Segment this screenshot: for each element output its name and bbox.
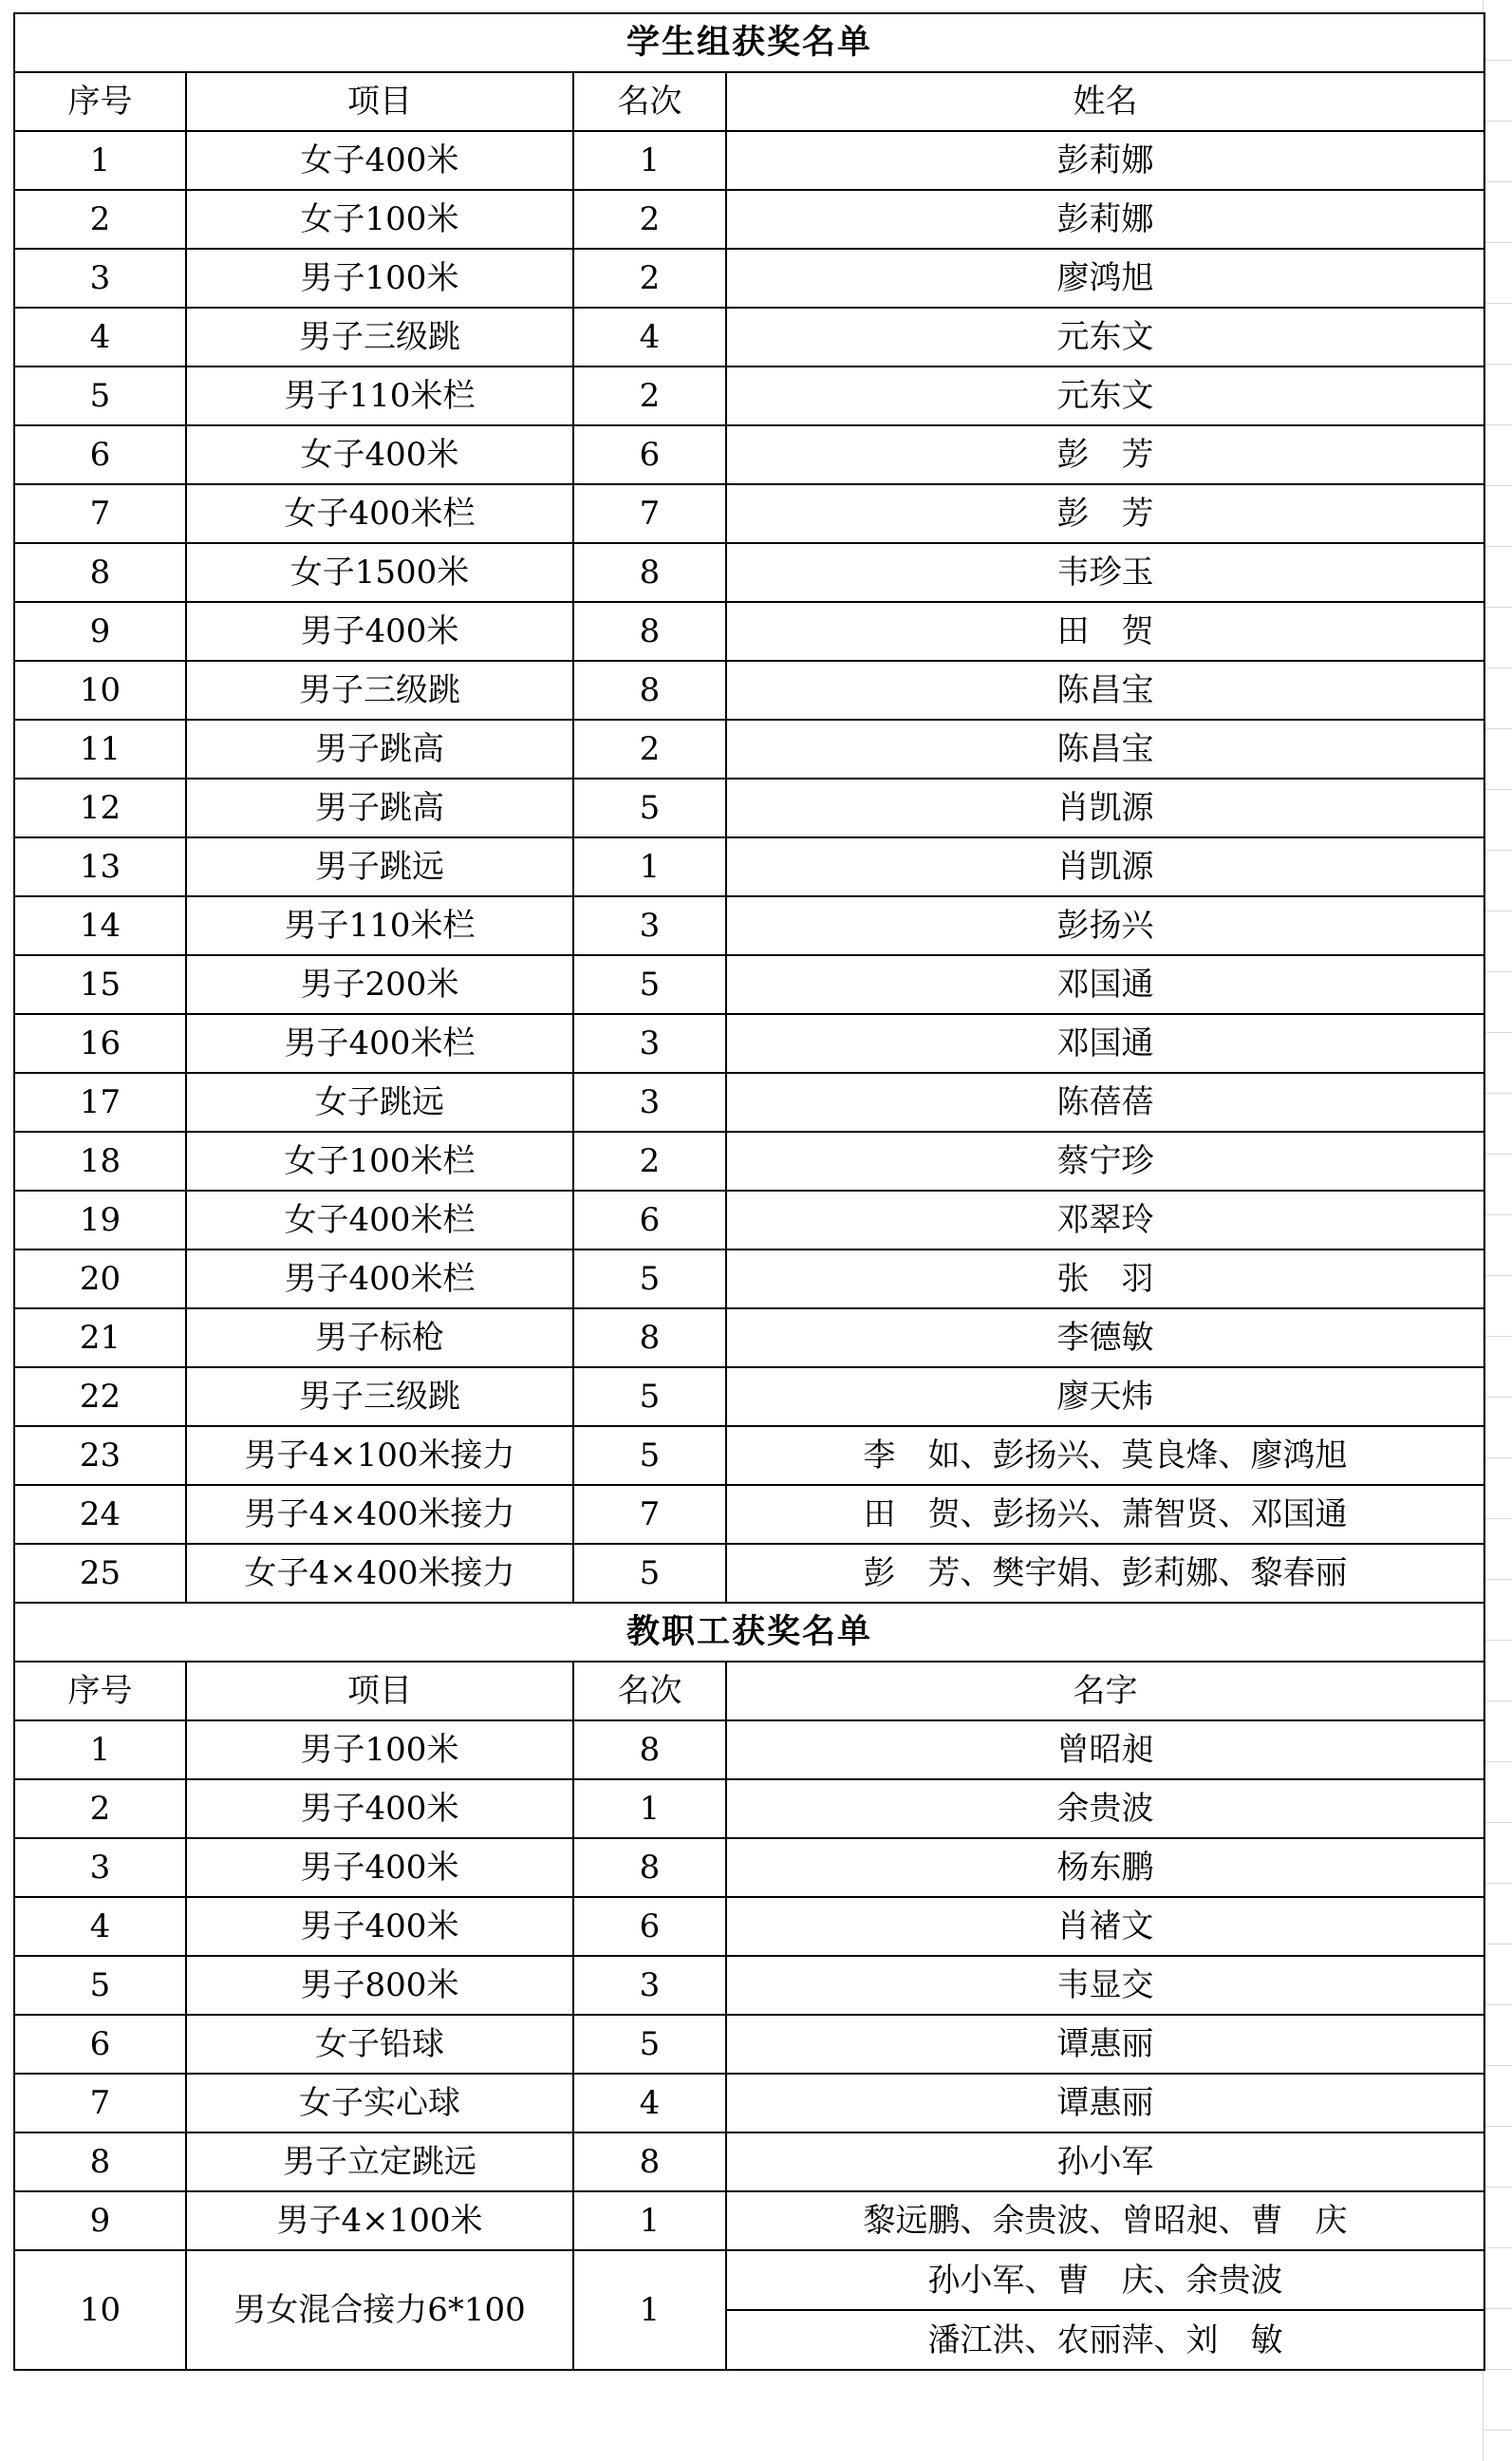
cell-rank: 2 <box>573 1132 726 1191</box>
cell-event: 女子400米 <box>186 425 573 484</box>
cell-name: 蔡宁珍 <box>726 1132 1484 1191</box>
cell-rank: 5 <box>573 955 726 1014</box>
cell-event: 女子100米 <box>186 190 573 249</box>
cell-rank: 8 <box>573 602 726 661</box>
cell-name: 肖禇文 <box>726 1897 1484 1956</box>
cell-name: 彭 芳 <box>726 484 1484 543</box>
cell-name: 彭 芳、樊宇娟、彭莉娜、黎春丽 <box>726 1544 1484 1603</box>
cell-name: 陈昌宝 <box>726 661 1484 720</box>
staff-table-row <box>14 2074 1484 2132</box>
staff-table-row <box>14 1720 1484 1779</box>
cell-seq: 1 <box>14 131 186 190</box>
cell-seq: 24 <box>14 1485 186 1544</box>
column-header-event: 项目 <box>186 72 573 131</box>
column-header-event: 项目 <box>186 1662 573 1720</box>
cell-event: 男子400米 <box>186 602 573 661</box>
staff-table-row <box>14 2015 1484 2074</box>
cell-name: 彭 芳 <box>726 425 1484 484</box>
cell-seq: 11 <box>14 720 186 779</box>
student-table-row <box>14 1485 1484 1544</box>
cell-rank: 6 <box>573 1897 726 1956</box>
cell-event: 男女混合接力6*100 <box>186 2250 573 2370</box>
cell-seq: 22 <box>14 1367 186 1426</box>
cell-event: 女子铅球 <box>186 2015 573 2074</box>
cell-rank: 4 <box>573 308 726 366</box>
cell-rank: 3 <box>573 1073 726 1132</box>
cell-name: 廖鸿旭 <box>726 249 1484 308</box>
cell-seq: 7 <box>14 484 186 543</box>
cell-rank: 4 <box>573 2074 726 2132</box>
student-table-row <box>14 249 1484 308</box>
cell-rank: 5 <box>573 779 726 837</box>
cell-rank: 5 <box>573 1544 726 1603</box>
cell-seq: 9 <box>14 2191 186 2250</box>
student-table-row <box>14 720 1484 779</box>
cell-event: 男子4×100米接力 <box>186 1426 573 1485</box>
cell-rank: 5 <box>573 1249 726 1308</box>
cell-name: 田 贺 <box>726 602 1484 661</box>
cell-name: 彭莉娜 <box>726 190 1484 249</box>
staff-table-row-last <box>14 2250 1484 2310</box>
column-header-seq: 序号 <box>14 1662 186 1720</box>
cell-rank: 8 <box>573 1308 726 1367</box>
cell-event: 男子跳高 <box>186 720 573 779</box>
cell-seq: 6 <box>14 2015 186 2074</box>
cell-event: 男子200米 <box>186 955 573 1014</box>
cell-seq: 14 <box>14 896 186 955</box>
cell-seq: 18 <box>14 1132 186 1191</box>
cell-event: 男子立定跳远 <box>186 2132 573 2191</box>
spreadsheet-gridlines <box>1483 0 1512 2461</box>
cell-rank: 6 <box>573 425 726 484</box>
cell-event: 男子跳远 <box>186 837 573 896</box>
cell-event: 男子400米栏 <box>186 1014 573 1073</box>
student-table-row <box>14 1249 1484 1308</box>
student-table-row <box>14 896 1484 955</box>
cell-name: 元东文 <box>726 308 1484 366</box>
staff-table-row <box>14 1779 1484 1838</box>
student-table-row <box>14 602 1484 661</box>
cell-rank: 2 <box>573 190 726 249</box>
awards-table-body <box>14 13 1484 2370</box>
staff-table-row <box>14 1838 1484 1897</box>
cell-event: 女子1500米 <box>186 543 573 602</box>
student-header-row <box>14 72 1484 131</box>
cell-event: 男子100米 <box>186 249 573 308</box>
cell-event: 男子4×100米 <box>186 2191 573 2250</box>
student-table-row <box>14 837 1484 896</box>
cell-name: 肖凯源 <box>726 779 1484 837</box>
cell-seq: 4 <box>14 308 186 366</box>
cell-event: 女子400米栏 <box>186 484 573 543</box>
cell-event: 女子100米栏 <box>186 1132 573 1191</box>
cell-seq: 23 <box>14 1426 186 1485</box>
column-header-rank: 名次 <box>573 1662 726 1720</box>
cell-event: 女子400米栏 <box>186 1191 573 1249</box>
cell-name: 彭扬兴 <box>726 896 1484 955</box>
cell-seq: 2 <box>14 190 186 249</box>
staff-header-row <box>14 1662 1484 1720</box>
cell-name: 韦珍玉 <box>726 543 1484 602</box>
cell-name: 孙小军 <box>726 2132 1484 2191</box>
cell-event: 男子400米 <box>186 1897 573 1956</box>
student-table-row <box>14 366 1484 425</box>
cell-event: 男子110米栏 <box>186 366 573 425</box>
cell-name: 李德敏 <box>726 1308 1484 1367</box>
cell-seq: 8 <box>14 543 186 602</box>
cell-name: 邓国通 <box>726 1014 1484 1073</box>
cell-rank: 3 <box>573 896 726 955</box>
cell-names-line-2: 潘江洪、农丽萍、刘 敏 <box>726 2310 1484 2370</box>
column-header-seq: 序号 <box>14 72 186 131</box>
cell-seq: 10 <box>14 2250 186 2370</box>
cell-event: 女子实心球 <box>186 2074 573 2132</box>
cell-event: 男子100米 <box>186 1720 573 1779</box>
student-table-row <box>14 1014 1484 1073</box>
cell-rank: 1 <box>573 1779 726 1838</box>
cell-name: 肖凯源 <box>726 837 1484 896</box>
cell-seq: 1 <box>14 1720 186 1779</box>
cell-name: 元东文 <box>726 366 1484 425</box>
student-table-row <box>14 1073 1484 1132</box>
cell-seq: 9 <box>14 602 186 661</box>
cell-name: 张 羽 <box>726 1249 1484 1308</box>
cell-seq: 12 <box>14 779 186 837</box>
cell-seq: 21 <box>14 1308 186 1367</box>
cell-rank: 8 <box>573 1720 726 1779</box>
cell-event: 男子800米 <box>186 1956 573 2015</box>
cell-rank: 1 <box>573 131 726 190</box>
staff-title-row <box>14 1603 1484 1662</box>
cell-rank: 3 <box>573 1014 726 1073</box>
cell-rank: 8 <box>573 1838 726 1897</box>
column-header-rank: 名次 <box>573 72 726 131</box>
cell-rank: 2 <box>573 249 726 308</box>
cell-event: 男子110米栏 <box>186 896 573 955</box>
cell-name: 杨东鹏 <box>726 1838 1484 1897</box>
cell-seq: 19 <box>14 1191 186 1249</box>
cell-seq: 20 <box>14 1249 186 1308</box>
cell-rank: 2 <box>573 366 726 425</box>
cell-rank: 8 <box>573 2132 726 2191</box>
student-table-row <box>14 1426 1484 1485</box>
student-table-row <box>14 1191 1484 1249</box>
student-table-row <box>14 1132 1484 1191</box>
cell-event: 女子4×400米接力 <box>186 1544 573 1603</box>
awards-table <box>13 12 1485 2371</box>
cell-name: 谭惠丽 <box>726 2074 1484 2132</box>
cell-seq: 2 <box>14 1779 186 1838</box>
cell-event: 男子400米 <box>186 1838 573 1897</box>
column-header-name: 姓名 <box>726 72 1484 131</box>
cell-seq: 5 <box>14 1956 186 2015</box>
cell-seq: 3 <box>14 1838 186 1897</box>
cell-name: 谭惠丽 <box>726 2015 1484 2074</box>
cell-rank: 6 <box>573 1191 726 1249</box>
student-table-row <box>14 661 1484 720</box>
column-header-name: 名字 <box>726 1662 1484 1720</box>
cell-seq: 3 <box>14 249 186 308</box>
cell-rank: 5 <box>573 1367 726 1426</box>
cell-names-line-1: 孙小军、曹 庆、余贵波 <box>726 2250 1484 2310</box>
student-section-title: 学生组获奖名单 <box>14 13 1484 72</box>
student-table-row <box>14 131 1484 190</box>
cell-event: 男子标枪 <box>186 1308 573 1367</box>
cell-rank: 2 <box>573 720 726 779</box>
cell-rank: 8 <box>573 661 726 720</box>
student-table-row <box>14 425 1484 484</box>
cell-seq: 4 <box>14 1897 186 1956</box>
cell-seq: 7 <box>14 2074 186 2132</box>
cell-name: 邓翠玲 <box>726 1191 1484 1249</box>
cell-seq: 25 <box>14 1544 186 1603</box>
student-table-row <box>14 1308 1484 1367</box>
cell-seq: 8 <box>14 2132 186 2191</box>
cell-name: 余贵波 <box>726 1779 1484 1838</box>
cell-rank: 5 <box>573 2015 726 2074</box>
staff-table-row <box>14 1956 1484 2015</box>
staff-table-row <box>14 1897 1484 1956</box>
cell-name: 彭莉娜 <box>726 131 1484 190</box>
cell-seq: 15 <box>14 955 186 1014</box>
student-table-row <box>14 1367 1484 1426</box>
cell-rank: 7 <box>573 1485 726 1544</box>
cell-seq: 17 <box>14 1073 186 1132</box>
cell-rank: 7 <box>573 484 726 543</box>
cell-seq: 5 <box>14 366 186 425</box>
cell-rank: 1 <box>573 2250 726 2370</box>
cell-event: 男子三级跳 <box>186 308 573 366</box>
cell-rank: 1 <box>573 2191 726 2250</box>
cell-seq: 13 <box>14 837 186 896</box>
cell-name: 李 如、彭扬兴、莫良烽、廖鸿旭 <box>726 1426 1484 1485</box>
staff-table-row <box>14 2191 1484 2250</box>
cell-event: 男子三级跳 <box>186 661 573 720</box>
student-table-row <box>14 308 1484 366</box>
cell-rank: 5 <box>573 1426 726 1485</box>
cell-name: 邓国通 <box>726 955 1484 1014</box>
student-table-row <box>14 1544 1484 1603</box>
cell-name: 黎远鹏、余贵波、曾昭昶、曹 庆 <box>726 2191 1484 2250</box>
cell-event: 男子三级跳 <box>186 1367 573 1426</box>
staff-table-row <box>14 2132 1484 2191</box>
cell-rank: 3 <box>573 1956 726 2015</box>
cell-seq: 6 <box>14 425 186 484</box>
cell-event: 男子跳高 <box>186 779 573 837</box>
cell-event: 女子跳远 <box>186 1073 573 1132</box>
cell-name: 廖天炜 <box>726 1367 1484 1426</box>
staff-section-title: 教职工获奖名单 <box>14 1603 1484 1662</box>
student-table-row <box>14 190 1484 249</box>
cell-name: 韦显交 <box>726 1956 1484 2015</box>
cell-event: 男子4×400米接力 <box>186 1485 573 1544</box>
cell-name: 曾昭昶 <box>726 1720 1484 1779</box>
cell-name: 田 贺、彭扬兴、萧智贤、邓国通 <box>726 1485 1484 1544</box>
cell-event: 男子400米 <box>186 1779 573 1838</box>
cell-name: 陈昌宝 <box>726 720 1484 779</box>
cell-rank: 1 <box>573 837 726 896</box>
student-table-row <box>14 955 1484 1014</box>
student-table-row <box>14 779 1484 837</box>
student-title-row <box>14 13 1484 72</box>
cell-seq: 16 <box>14 1014 186 1073</box>
student-table-row <box>14 484 1484 543</box>
student-table-row <box>14 543 1484 602</box>
cell-event: 女子400米 <box>186 131 573 190</box>
cell-name: 陈蓓蓓 <box>726 1073 1484 1132</box>
cell-seq: 10 <box>14 661 186 720</box>
cell-rank: 8 <box>573 543 726 602</box>
cell-event: 男子400米栏 <box>186 1249 573 1308</box>
